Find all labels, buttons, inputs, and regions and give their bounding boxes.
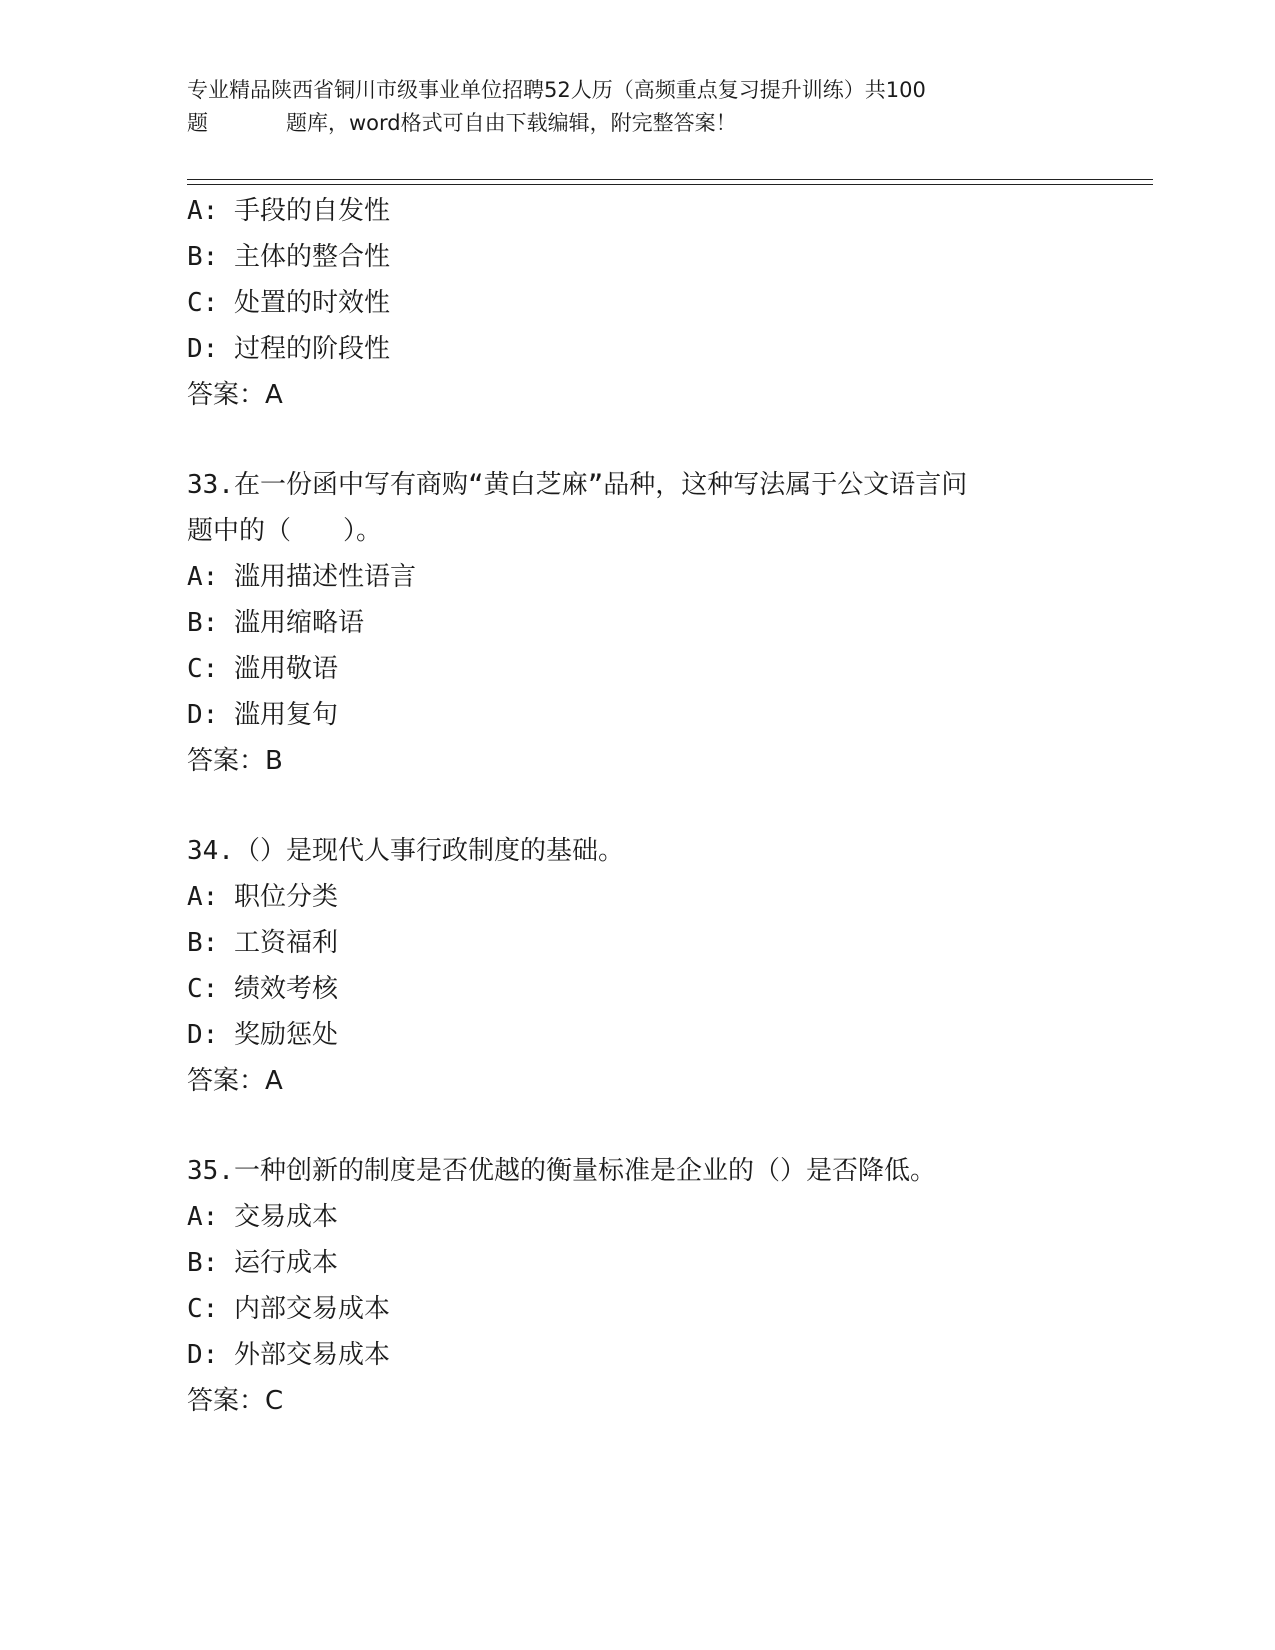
question-block [187,188,1107,418]
question-block [187,462,1107,784]
option-c: C: 绩效考核 [187,974,338,1004]
option-b: B: 运行成本 [187,1248,338,1278]
question-stem: 34.（）是现代人事行政制度的基础。 [187,836,624,866]
option-c: C: 滥用敬语 [187,654,338,684]
option-a: A: 职位分类 [187,882,338,912]
option-b: B: 主体的整合性 [187,242,390,272]
option-c: C: 处置的时效性 [187,288,390,318]
header-divider [187,179,1153,185]
question-list [187,188,1107,1424]
option-c: C: 内部交易成本 [187,1294,390,1324]
question-block [187,828,1107,1104]
option-a: A: 手段的自发性 [187,196,390,226]
question-stem: 33.在一份函中写有商购“黄白芝麻”品种，这种写法属于公文语言问 [187,470,968,500]
header-title-line-1: 专业精品陕西省铜川市级事业单位招聘52人历（高频重点复习提升训练）共100 [187,78,926,102]
option-d: D: 奖励惩处 [187,1020,338,1050]
option-d: D: 过程的阶段性 [187,334,390,364]
option-d: D: 外部交易成本 [187,1340,390,1370]
question-stem: 35.一种创新的制度是否优越的衡量标准是企业的（）是否降低。 [187,1156,936,1186]
page-header [187,74,1087,140]
question-block [187,1148,1107,1424]
option-b: B: 工资福利 [187,928,338,958]
header-title-line-2 [187,107,1087,140]
header-title-line-2-b: 题库，word格式可自由下载编辑，附完整答案！ [286,111,737,135]
option-d: D: 滥用复句 [187,700,338,730]
option-a: A: 交易成本 [187,1202,338,1232]
option-b: B: 滥用缩略语 [187,608,364,638]
header-title-line-2-a: 题 [187,111,208,135]
answer-line: 答案：C [187,1386,284,1416]
answer-line: 答案：B [187,746,283,776]
option-a: A: 滥用描述性语言 [187,562,416,592]
question-stem: 题中的（ ）。 [187,516,383,546]
answer-line: 答案：A [187,380,283,410]
answer-line: 答案：A [187,1066,283,1096]
